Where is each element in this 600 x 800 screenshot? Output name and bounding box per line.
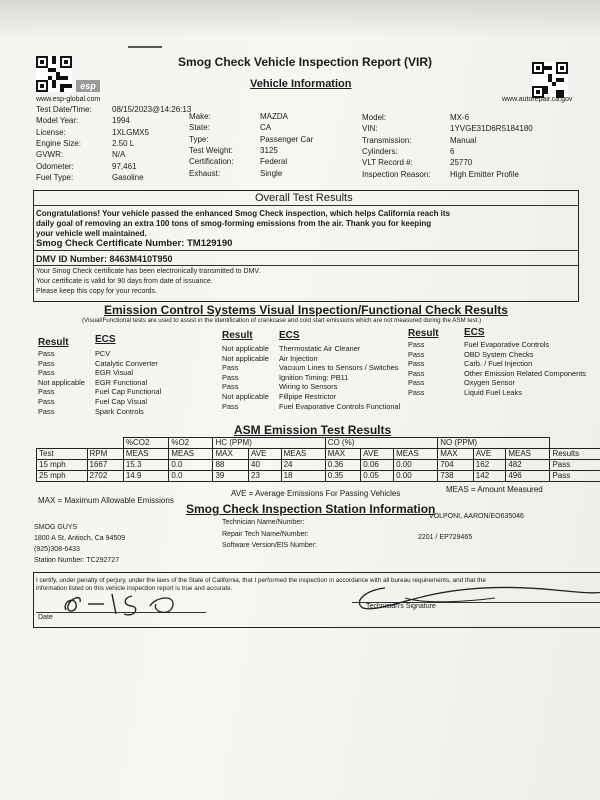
vehicle-label: License: (36, 127, 66, 137)
asm-cell: 0.0 (169, 460, 213, 471)
vehicle-label: Inspection Reason: (362, 169, 431, 179)
ecs-row (222, 363, 400, 373)
asm-cell: 0.36 (325, 460, 361, 471)
ecs-result: Pass (38, 396, 55, 406)
vehicle-label: Test Weight: (189, 145, 233, 155)
asm-header-cell: MAX (438, 449, 474, 460)
ecs-row (222, 402, 400, 412)
asm-header-cell: AVE (361, 449, 394, 460)
congrats-line-2: daily goal of removing an extra 100 tons of smog-forming emissions from the air. Thank you for keeping (36, 219, 432, 228)
ecs-item: Other Emission Related Components (464, 368, 587, 378)
handwritten-date (60, 588, 190, 618)
ecs-item: Catalytic Converter (95, 358, 158, 368)
vehicle-label: Model: (362, 113, 387, 122)
asm-cell: Pass (550, 471, 600, 482)
asm-cell: 482 (506, 460, 550, 471)
ecs-result: Pass (222, 382, 239, 392)
report-title: Smog Check Vehicle Inspection Report (VIR) (178, 55, 433, 69)
asm-header-cell: RPM (87, 449, 123, 460)
date-label: Date (38, 614, 53, 621)
asm-group-row (37, 438, 600, 449)
ecs-item: PCV (95, 349, 111, 358)
asm-cell: 40 (249, 460, 282, 471)
vehicle-value: 1XLGMX5 (112, 127, 149, 137)
ecs-item: EGR Functional (95, 377, 148, 387)
ecs-item: Oxygen Sensor (464, 378, 515, 388)
asm-cell: 738 (438, 471, 474, 482)
asm-header-cell: MEAS (281, 449, 325, 460)
asm-group-cell: CO (%) (325, 438, 438, 449)
note-line-1: Your Smog Check certificate has been electronically transmitted to DMV. (36, 268, 261, 275)
vehicle-value: Manual (450, 135, 477, 145)
right-qr-code (532, 62, 568, 98)
ecs-item: Air Injection (279, 353, 318, 363)
asm-cell: 25 mph (37, 471, 88, 482)
vehicle-info-heading: Vehicle Information (250, 78, 352, 90)
ecs-result: Pass (408, 359, 425, 369)
ecs-result: Pass (408, 349, 425, 359)
vehicle-label: VLT Record #: (362, 158, 413, 168)
vehicle-label: GVWR: (36, 150, 64, 160)
ecs-result: Pass (408, 340, 425, 349)
asm-group-cell (550, 438, 600, 449)
ecs-row (222, 382, 400, 392)
vehicle-value: 1YVGE31D6R5184180 (450, 124, 533, 134)
vehicle-value: Single (260, 168, 283, 178)
ecs-row (38, 397, 161, 407)
vehicle-label: Exhaust: (189, 168, 221, 178)
asm-row (37, 460, 600, 471)
vehicle-value: 25770 (450, 158, 473, 168)
asm-cell: 704 (438, 460, 474, 471)
ecs-header-2: ECS (279, 330, 300, 341)
repair-tech-label: Repair Tech Name/Number: (222, 531, 309, 538)
asm-cell: 0.06 (361, 460, 394, 471)
result-header-1: Result (38, 337, 69, 348)
asm-header-cell: Results (550, 449, 600, 460)
asm-cell: 39 (213, 471, 249, 482)
asm-cell: 162 (473, 460, 506, 471)
ecs-row (408, 359, 586, 369)
asm-group-cell: %CO2 (123, 438, 169, 449)
asm-cell: 0.00 (394, 460, 438, 471)
asm-group-cell (37, 438, 124, 449)
ecs-row (408, 388, 586, 398)
ecs-item: Carb. / Fuel Injection (464, 359, 533, 369)
station-title: Smog Check Inspection Station Information (186, 502, 436, 516)
ecs-row (408, 340, 586, 350)
ecs-subtitle: (Visual/Functional tests are used to assist in the identification of crankcase and cold start emissions which are not measured during the ASM test.) (82, 317, 482, 324)
station-address: 1800 A St, Antioch, Ca 94509 (34, 535, 126, 542)
station-name: SMOG GUYS (34, 524, 78, 531)
asm-group-cell: NO (PPM) (438, 438, 550, 449)
ecs-item: Fuel Evaporative Controls Functional (279, 401, 401, 411)
ecs-item: Liquid Fuel Leaks (464, 387, 522, 397)
signature-label: Technician's Signature (366, 603, 436, 610)
asm-row (37, 471, 600, 482)
vehicle-value: Passenger Car (260, 134, 314, 144)
asm-cell: 496 (506, 471, 550, 482)
ecs-row (222, 373, 400, 383)
vehicle-label: Fuel Type: (36, 172, 74, 182)
certify-line-1: I certify, under penalty of perjury, under the laws of the State of California, that I performed the inspection in accordance with all bureau requirements, and that the (36, 577, 486, 584)
overall-divider-2 (33, 250, 578, 251)
asm-table (36, 437, 600, 482)
asm-header-cell: AVE (249, 449, 282, 460)
asm-header-cell: MAX (325, 449, 361, 460)
vehicle-label: Odometer: (36, 161, 74, 171)
ecs-result: Pass (408, 387, 425, 397)
esp-logo: esp (76, 80, 100, 92)
asm-header-cell: MAX (213, 449, 249, 460)
ecs-row (38, 378, 161, 388)
ecs-item: Fuel Cap Functional (95, 387, 162, 397)
asm-header-cell: MEAS (123, 449, 169, 460)
vehicle-value: Gasoline (112, 172, 144, 182)
asm-group-cell: %O2 (169, 438, 213, 449)
software-value: 2201 / EP729465 (418, 534, 473, 541)
ecs-result: Pass (408, 368, 425, 378)
vehicle-label: Certification: (189, 157, 234, 167)
vehicle-label: State: (189, 123, 210, 133)
vehicle-label: Model Year: (36, 116, 79, 126)
asm-cell: 88 (213, 460, 249, 471)
station-number: Station Number: TC292727 (34, 557, 120, 564)
note-line-2: Your certificate is valid for 90 days from date of issuance. (36, 278, 213, 285)
ecs-item: Fuel Cap Visual (95, 396, 148, 406)
ecs-result: Pass (38, 387, 55, 397)
ecs-column-3 (408, 340, 586, 398)
ecs-item: Ignition Timing: PB11 (279, 372, 349, 382)
ecs-result: Pass (38, 358, 55, 368)
ecs-result: Pass (38, 406, 55, 416)
ecs-row (38, 349, 161, 359)
technician-signature (345, 580, 600, 614)
vehicle-value: 3125 (260, 145, 278, 155)
legend-max: MAX = Maximum Allowable Emissions (38, 496, 174, 505)
vehicle-value: 97,461 (112, 161, 137, 171)
ecs-column-1 (38, 349, 161, 416)
certificate-number: Smog Check Certificate Number: TM129190 (36, 238, 233, 249)
asm-cell: 142 (473, 471, 506, 482)
ecs-result: Pass (408, 378, 425, 388)
vehicle-value: 08/15/2023@14:26:13 (112, 105, 192, 114)
vehicle-value: High Emitter Profile (450, 169, 519, 179)
station-phone: (925)308-6433 (34, 546, 80, 553)
dmv-id-number: DMV ID Number: 8463M410T950 (36, 254, 173, 264)
overall-results-title: Overall Test Results (255, 192, 353, 204)
legend-ave: AVE = Average Emissions For Passing Vehicles (231, 489, 401, 498)
asm-cell: 18 (281, 471, 325, 482)
asm-header-cell: AVE (473, 449, 506, 460)
ecs-result: Pass (222, 372, 239, 382)
vehicle-value: MAZDA (260, 112, 288, 121)
certify-line-2: information listed on this vehicle inspection report is true and accurate. (36, 585, 233, 592)
ecs-row (38, 368, 161, 378)
asm-cell: 0.35 (325, 471, 361, 482)
left-qr-code (36, 56, 72, 92)
asm-cell: 2702 (87, 471, 123, 482)
pen-mark (128, 46, 162, 48)
ecs-item: Vacuum Lines to Sensors / Switches (279, 363, 399, 373)
ecs-row (38, 359, 161, 369)
result-header-3: Result (408, 328, 439, 339)
tech-name-value: VOLPONI, AARON/EO635046 (429, 513, 524, 520)
asm-header-cell: MEAS (169, 449, 213, 460)
vehicle-label: Cylinders: (362, 146, 398, 156)
ecs-header-3: ECS (464, 327, 485, 338)
ecs-result: Not applicable (38, 377, 85, 387)
vehicle-value: Federal (260, 157, 288, 167)
asm-header-cell: MEAS (506, 449, 550, 460)
congrats-line-3: your vehicle well maintained. (36, 229, 147, 238)
vehicle-label: VIN: (362, 124, 378, 134)
vehicle-label: Test Date/Time: (36, 105, 92, 114)
asm-header-cell: MEAS (394, 449, 438, 460)
ecs-result: Not applicable (222, 391, 269, 401)
paper-shadow (0, 0, 600, 38)
vehicle-value: MX-6 (450, 113, 470, 122)
vehicle-label: Type: (189, 134, 209, 144)
autorepair-url: www.autorepair.ca.gov (502, 96, 573, 103)
vehicle-value: 2.50 L (112, 138, 135, 148)
ecs-item: Wiring to Sensors (279, 382, 338, 392)
asm-header-cell: Test (37, 449, 88, 460)
ecs-item: Fillpipe Restrictor (279, 391, 337, 401)
asm-cell: Pass (550, 460, 600, 471)
ecs-row (408, 378, 586, 388)
ecs-result: Pass (38, 368, 55, 378)
ecs-result: Pass (38, 349, 55, 358)
asm-header-row (37, 449, 600, 460)
ecs-item: Fuel Evaporative Controls (464, 340, 550, 349)
legend-meas: MEAS = Amount Measured (446, 485, 543, 494)
ecs-title: Emission Control Systems Visual Inspection/Functional Check Results (104, 303, 508, 317)
asm-cell: 23 (249, 471, 282, 482)
vehicle-label: Make: (189, 112, 211, 121)
ecs-row (38, 407, 161, 417)
result-header-2: Result (222, 330, 253, 341)
tech-name-label: Technician Name/Number: (222, 519, 305, 526)
asm-cell: 14.9 (123, 471, 169, 482)
esp-url: www.esp-global.com (36, 96, 101, 103)
ecs-result: Not applicable (222, 344, 269, 353)
asm-cell: 0.0 (169, 471, 213, 482)
ecs-item: OBD System Checks (464, 349, 534, 359)
asm-cell: 0.00 (394, 471, 438, 482)
ecs-column-2 (222, 344, 400, 411)
asm-group-cell: HC (PPM) (213, 438, 325, 449)
asm-cell: 1667 (87, 460, 123, 471)
congrats-line-1: Congratulations! Your vehicle passed the enhanced Smog Check inspection, which helps California reach its (36, 209, 451, 218)
asm-title: ASM Emission Test Results (234, 423, 392, 437)
vehicle-label: Engine Size: (36, 138, 81, 148)
ecs-row (222, 392, 400, 402)
ecs-row (38, 387, 161, 397)
overall-divider-3 (33, 265, 578, 266)
ecs-item: Spark Controls (95, 406, 144, 416)
software-label: Software Version/EIS Number: (222, 542, 317, 549)
ecs-row (408, 350, 586, 360)
ecs-header-1: ECS (95, 334, 116, 345)
vehicle-value: 6 (450, 146, 455, 156)
ecs-row (222, 344, 400, 354)
vehicle-value: CA (260, 123, 272, 133)
vehicle-value: 1994 (112, 116, 130, 126)
ecs-row (222, 354, 400, 364)
ecs-result: Pass (222, 401, 239, 411)
ecs-row (408, 369, 586, 379)
ecs-result: Not applicable (222, 353, 269, 363)
ecs-result: Pass (222, 363, 239, 373)
note-line-3: Please keep this copy for your records. (36, 288, 158, 295)
vehicle-value: N/A (112, 150, 126, 160)
vehicle-label: Transmission: (362, 135, 412, 145)
ecs-item: Thermostatic Air Cleaner (279, 344, 361, 353)
asm-cell: 24 (281, 460, 325, 471)
ecs-item: EGR Visual (95, 368, 134, 378)
asm-cell: 15.3 (123, 460, 169, 471)
overall-divider (33, 205, 578, 206)
asm-cell: 0.05 (361, 471, 394, 482)
asm-cell: 15 mph (37, 460, 88, 471)
